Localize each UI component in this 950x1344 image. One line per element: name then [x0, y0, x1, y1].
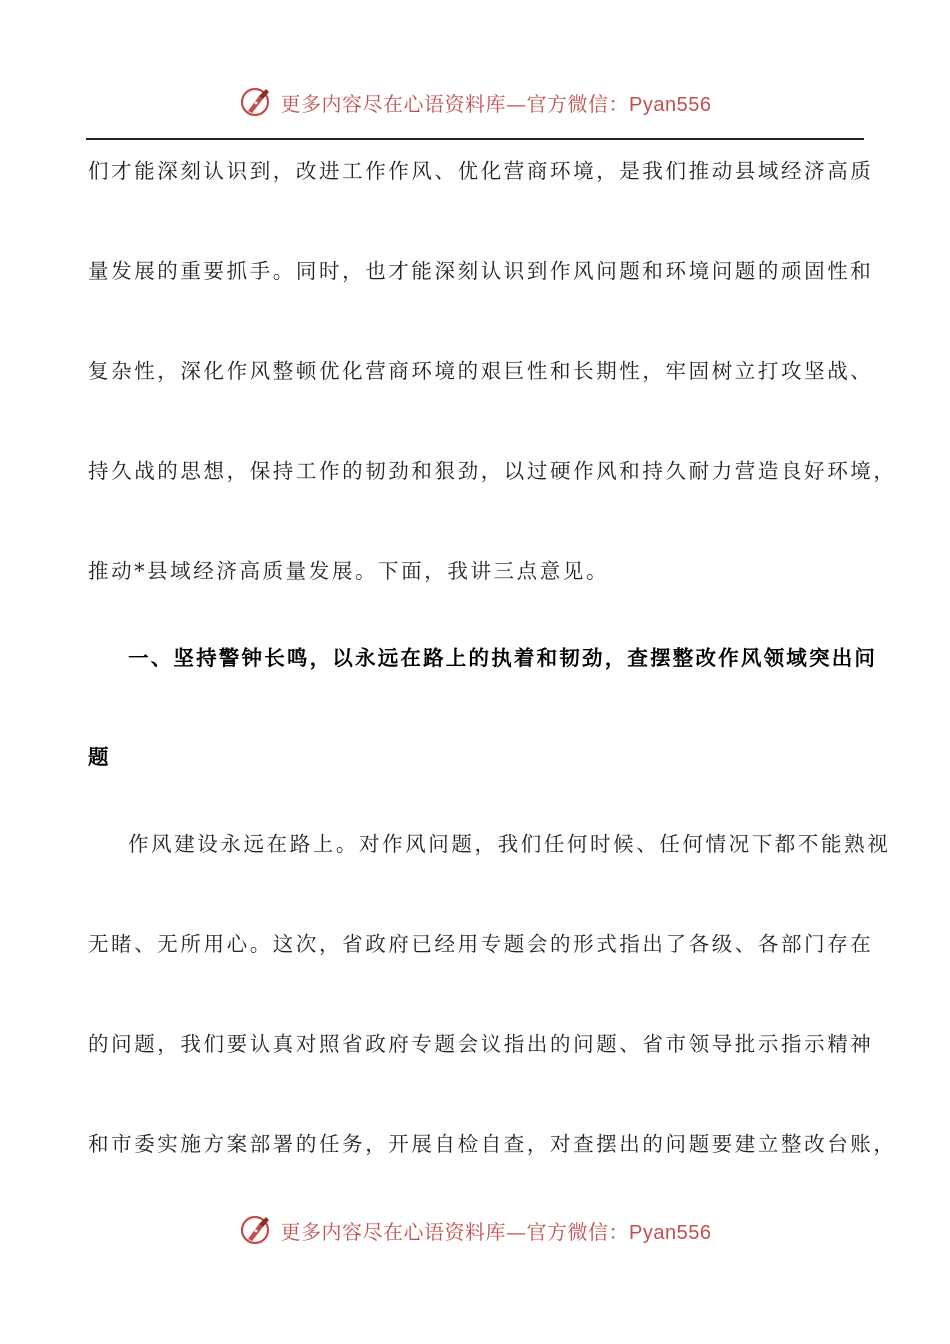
header-banner [0, 82, 950, 122]
body-line-6: 作风建设永远在路上。对作风问题，我们任何时候、任何情况下都不能熟视 [128, 832, 891, 856]
body-line-9: 和市委实施方案部署的任务，开展自检自查，对查摆出的问题要建立整改台账， [88, 1132, 897, 1156]
banner-text: 更多内容尽在心语资料库—官方微信：Pyan556 [280, 1219, 712, 1244]
body-line-8: 的问题，我们要认真对照省政府专题会议指出的问题、省市领导批示指示精神 [88, 1032, 874, 1056]
body-line-3: 复杂性，深化作风整顿优化营商环境的艰巨性和长期性，牢固树立打攻坚战、 [88, 359, 874, 383]
body-line-4: 持久战的思想，保持工作的韧劲和狠劲，以过硬作风和持久耐力营造良好环境， [88, 459, 897, 483]
body-line-1: 们才能深刻认识到，改进工作作风、优化营商环境，是我们推动县域经济高质 [88, 159, 874, 183]
wechat-id: Pyan556 [629, 93, 712, 116]
wechat-id: Pyan556 [629, 1221, 712, 1244]
body-line-7: 无睹、无所用心。这次，省政府已经用专题会的形式指出了各级、各部门存在 [88, 932, 874, 956]
section-heading-line-1: 一、坚持警钟长鸣，以永远在路上的执着和韧劲，查摆整改作风领域突出问 [128, 646, 878, 670]
footer-banner [0, 1210, 950, 1250]
body-line-5: 推动*县域经济高质量发展。下面，我讲三点意见。 [88, 559, 610, 583]
banner-text: 更多内容尽在心语资料库—官方微信：Pyan556 [280, 91, 712, 116]
pen-nib-logo-icon [239, 1212, 275, 1248]
body-line-2: 量发展的重要抓手。同时，也才能深刻认识到作风问题和环境问题的顽固性和 [88, 259, 874, 283]
header-divider [86, 138, 864, 140]
section-heading-line-2: 题 [88, 745, 111, 769]
pen-nib-logo-icon [239, 84, 275, 120]
